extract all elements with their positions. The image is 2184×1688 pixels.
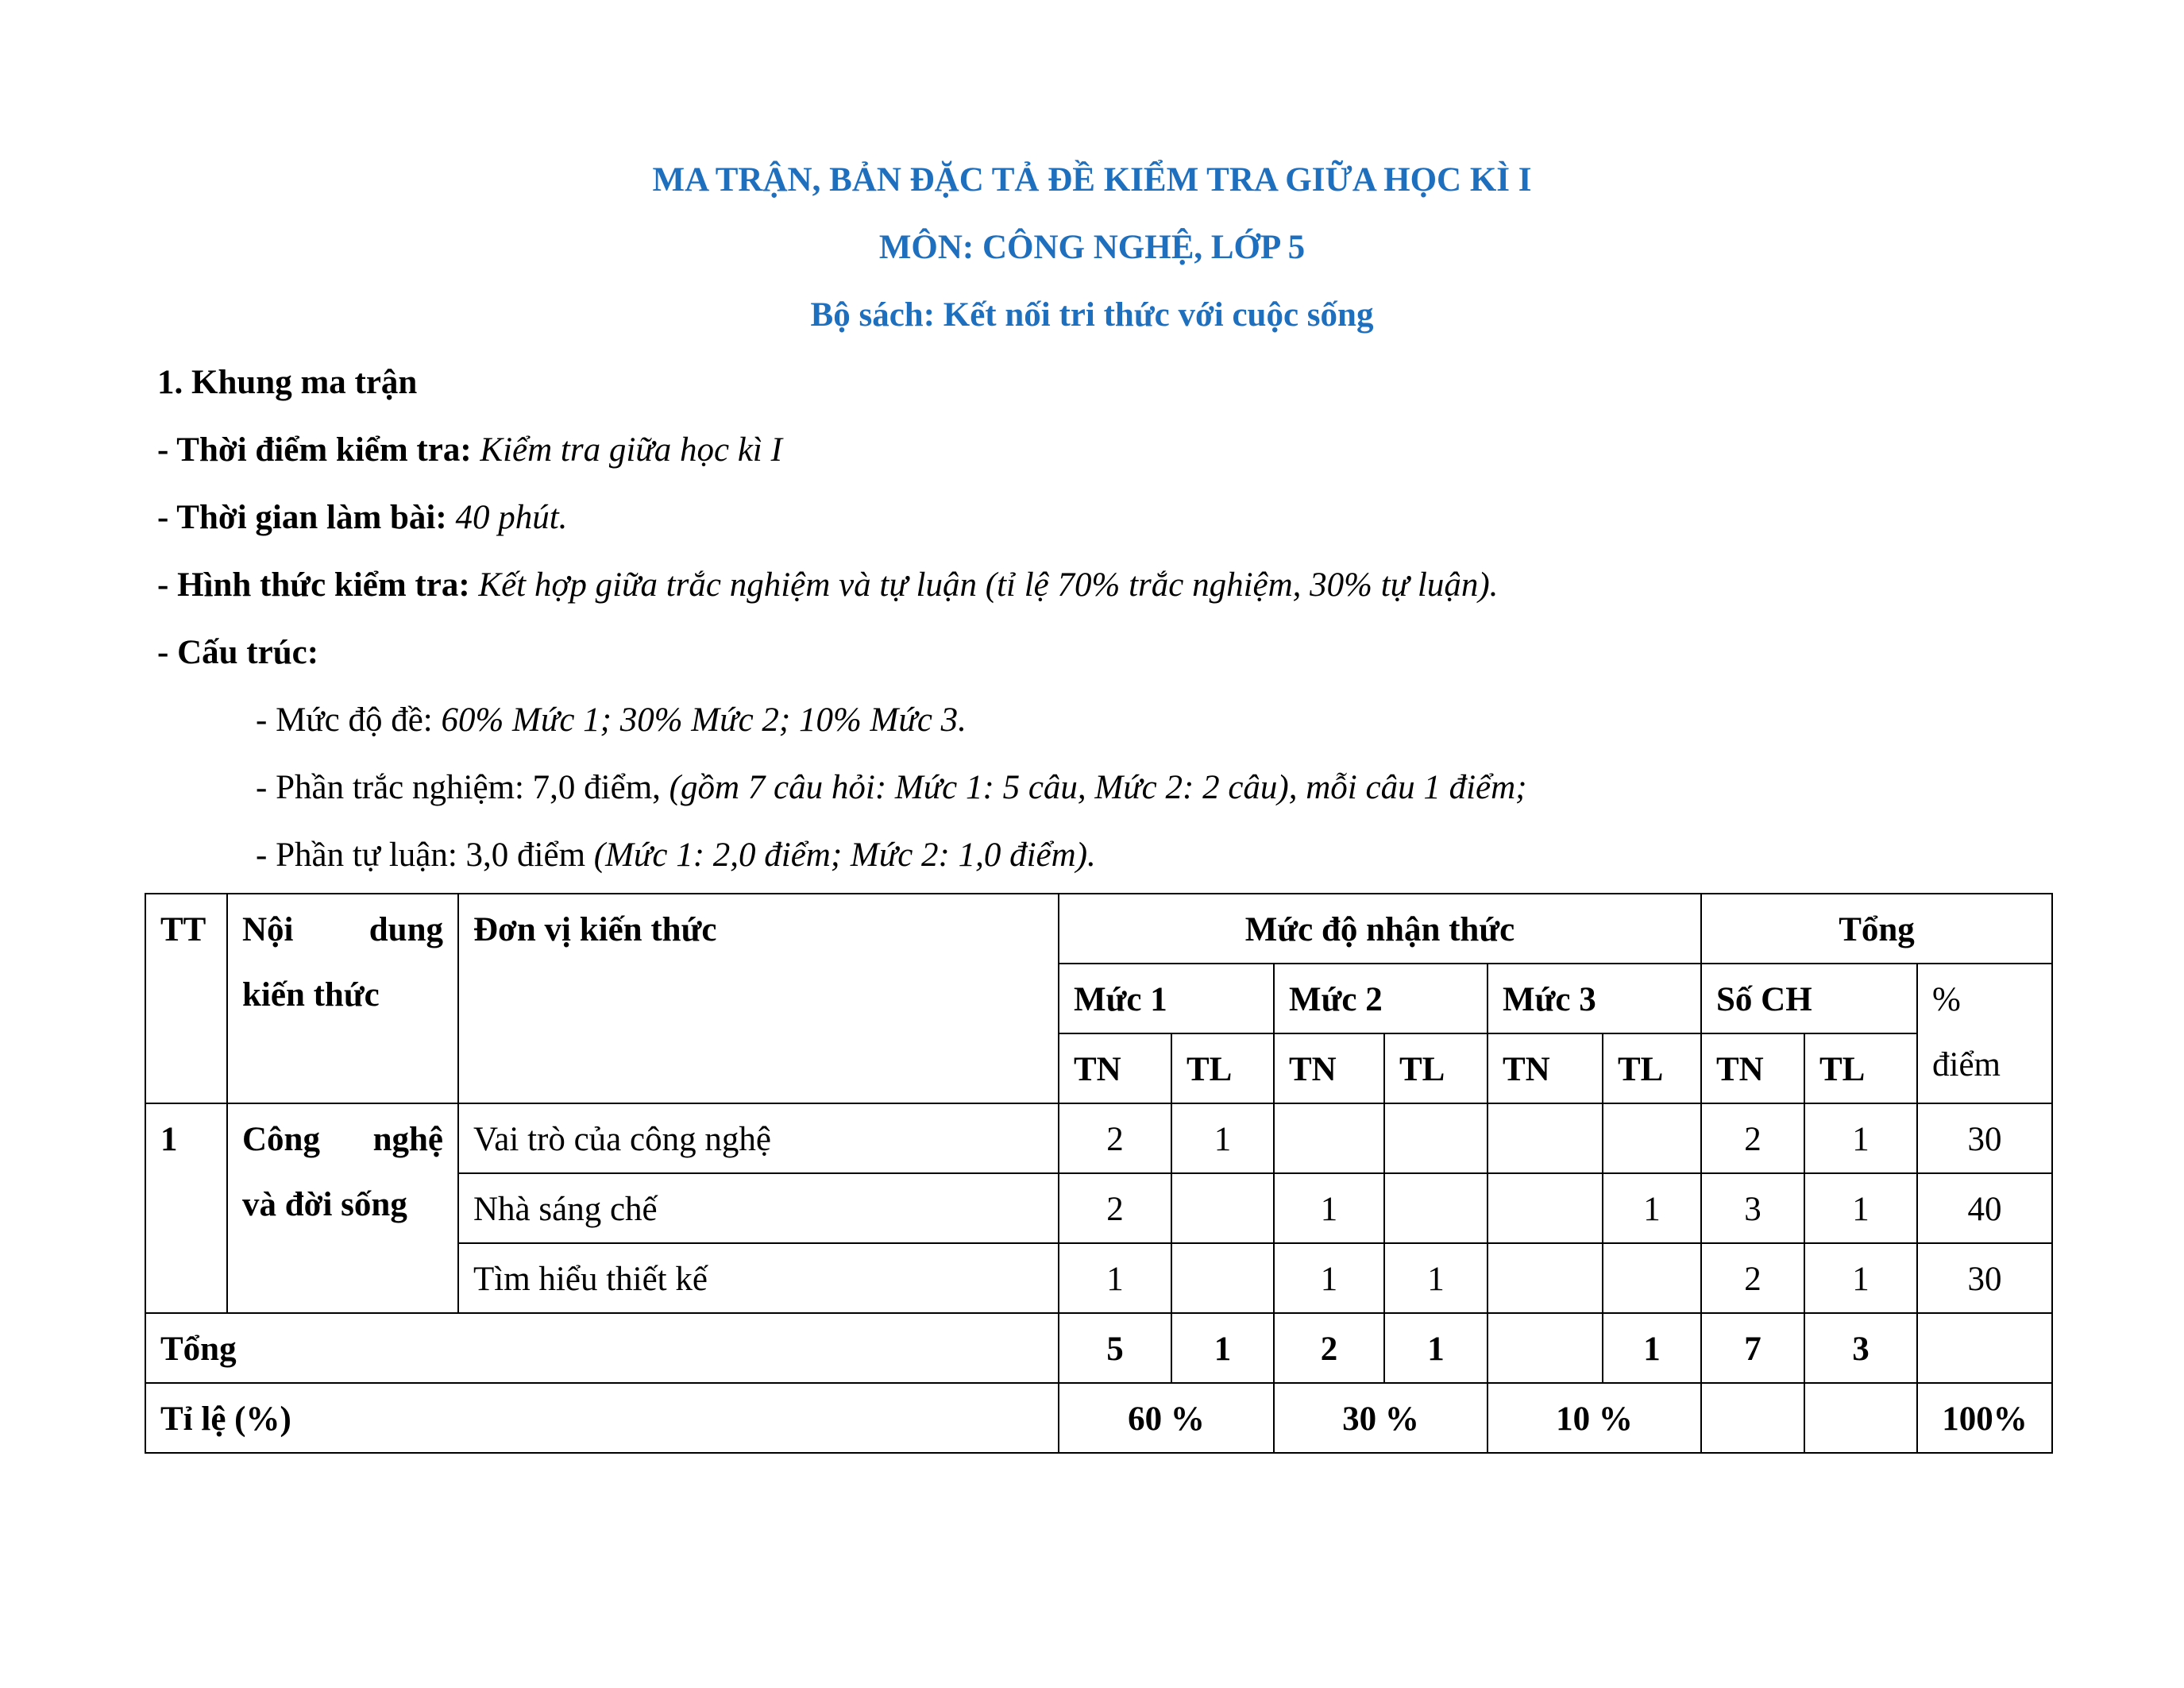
subject-title: MÔN: CÔNG NGHỆ, LỚP 5 — [878, 229, 1306, 266]
ratio-muc3: 10 % — [1488, 1383, 1701, 1453]
header-level: Mức độ nhận thức — [1059, 894, 1701, 964]
cell: 1 — [1171, 1103, 1274, 1173]
cell: 2 — [1701, 1103, 1804, 1173]
header-soch: Số CH — [1701, 964, 1917, 1033]
cell — [1384, 1173, 1488, 1243]
section-heading: 1. Khung ma trận — [157, 364, 418, 401]
cell: 1 — [1059, 1243, 1171, 1313]
cell: 1 — [1274, 1243, 1384, 1313]
time-point-label: - Thời điểm kiểm tra: — [157, 431, 472, 469]
cell: 2 — [1701, 1243, 1804, 1313]
matrix-table — [145, 893, 2053, 1454]
ratio-muc1: 60 % — [1059, 1383, 1274, 1453]
structure-line: - Cấu trúc: — [157, 634, 319, 671]
header-tl: TL — [1804, 1033, 1917, 1103]
header-tl: TL — [1171, 1033, 1274, 1103]
cell — [1488, 1243, 1603, 1313]
cell: 1 — [1804, 1103, 1917, 1173]
cell: 1 — [1804, 1173, 1917, 1243]
format-line — [157, 566, 1498, 605]
cell: 1 — [1603, 1313, 1701, 1383]
row-tt: 1 — [145, 1103, 227, 1313]
header-pct: % điểm — [1917, 964, 2052, 1103]
time-point-line — [157, 431, 782, 470]
cell: 30 — [1917, 1103, 2052, 1173]
cell: 7 — [1701, 1313, 1804, 1383]
cell-unit: Nhà sáng chế — [458, 1173, 1059, 1243]
cell: 1 — [1384, 1243, 1488, 1313]
header-muc1: Mức 1 — [1059, 964, 1274, 1033]
cell: 1 — [1603, 1173, 1701, 1243]
header-tl: TL — [1603, 1033, 1701, 1103]
header-unit: Đơn vị kiến thức — [458, 894, 1059, 1103]
header-content: Nội dung kiến thức — [227, 894, 458, 1103]
cell: 2 — [1274, 1313, 1384, 1383]
cell-unit: Tìm hiểu thiết kế — [458, 1243, 1059, 1313]
cell: 3 — [1804, 1313, 1917, 1383]
header-muc3: Mức 3 — [1488, 964, 1701, 1033]
format-value: Kết hợp giữa trắc nghiệm và tự luận (tỉ lệ 70% trắc nghiệm, 30% tự luận). — [478, 566, 1499, 604]
header-tn: TN — [1488, 1033, 1603, 1103]
cell: 1 — [1804, 1243, 1917, 1313]
essay-line: - Phần tự luận: 3,0 điểm (Mức 1: 2,0 điểm; Mức 2: 1,0 điểm). — [256, 836, 1096, 874]
cell — [1804, 1383, 1917, 1453]
cell — [1603, 1103, 1701, 1173]
cell: 1 — [1171, 1313, 1274, 1383]
cell — [1384, 1103, 1488, 1173]
cell-unit: Vai trò của công nghệ — [458, 1103, 1059, 1173]
cell — [1488, 1313, 1603, 1383]
duration-line — [157, 498, 567, 538]
header-muc2: Mức 2 — [1274, 964, 1488, 1033]
format-label: - Hình thức kiểm tra: — [157, 566, 470, 604]
ratio-row — [145, 1383, 2052, 1453]
cell: 2 — [1059, 1103, 1171, 1173]
cell — [1701, 1383, 1804, 1453]
cell — [1603, 1243, 1701, 1313]
level-line: - Mức độ đề: 60% Mức 1; 30% Mức 2; 10% Mức 3. — [256, 701, 967, 739]
ratio-muc2: 30 % — [1274, 1383, 1488, 1453]
header-tn: TN — [1701, 1033, 1804, 1103]
mc-line: - Phần trắc nghiệm: 7,0 điểm, (gồm 7 câu hỏi: Mức 1: 5 câu, Mức 2: 2 câu), mỗi câu 1 điểm; — [256, 769, 1527, 806]
cell: 5 — [1059, 1313, 1171, 1383]
duration-label: - Thời gian làm bài: — [157, 499, 447, 536]
cell: 1 — [1274, 1173, 1384, 1243]
cell: 30 — [1917, 1243, 2052, 1313]
time-point-value: Kiểm tra giữa học kì I — [480, 431, 782, 469]
duration-value: 40 phút. — [455, 499, 568, 536]
ratio-label: Tỉ lệ (%) — [145, 1383, 1059, 1453]
header-total: Tổng — [1701, 894, 2052, 964]
book-title: Bộ sách: Kết nối tri thức với cuộc sống — [810, 296, 1374, 334]
cell — [1171, 1243, 1274, 1313]
ratio-total: 100% — [1917, 1383, 2052, 1453]
cell — [1274, 1103, 1384, 1173]
doc-title: MA TRẬN, BẢN ĐẶC TẢ ĐỀ KIỂM TRA GIỮA HỌC KÌ I — [652, 161, 1532, 199]
cell: 2 — [1059, 1173, 1171, 1243]
header-tn: TN — [1274, 1033, 1384, 1103]
cell: 1 — [1384, 1313, 1488, 1383]
cell — [1171, 1173, 1274, 1243]
row-content: Công nghệ và đời sống — [227, 1103, 458, 1313]
cell — [1488, 1103, 1603, 1173]
header-tt: TT — [145, 894, 227, 1103]
total-row — [145, 1313, 2052, 1383]
header-tn: TN — [1059, 1033, 1171, 1103]
cell — [1488, 1173, 1603, 1243]
cell: 40 — [1917, 1173, 2052, 1243]
header-tl: TL — [1384, 1033, 1488, 1103]
header-row — [145, 894, 2052, 964]
total-label: Tổng — [145, 1313, 1059, 1383]
cell: 3 — [1701, 1173, 1804, 1243]
table-row — [145, 1103, 2052, 1173]
cell — [1917, 1313, 2052, 1383]
